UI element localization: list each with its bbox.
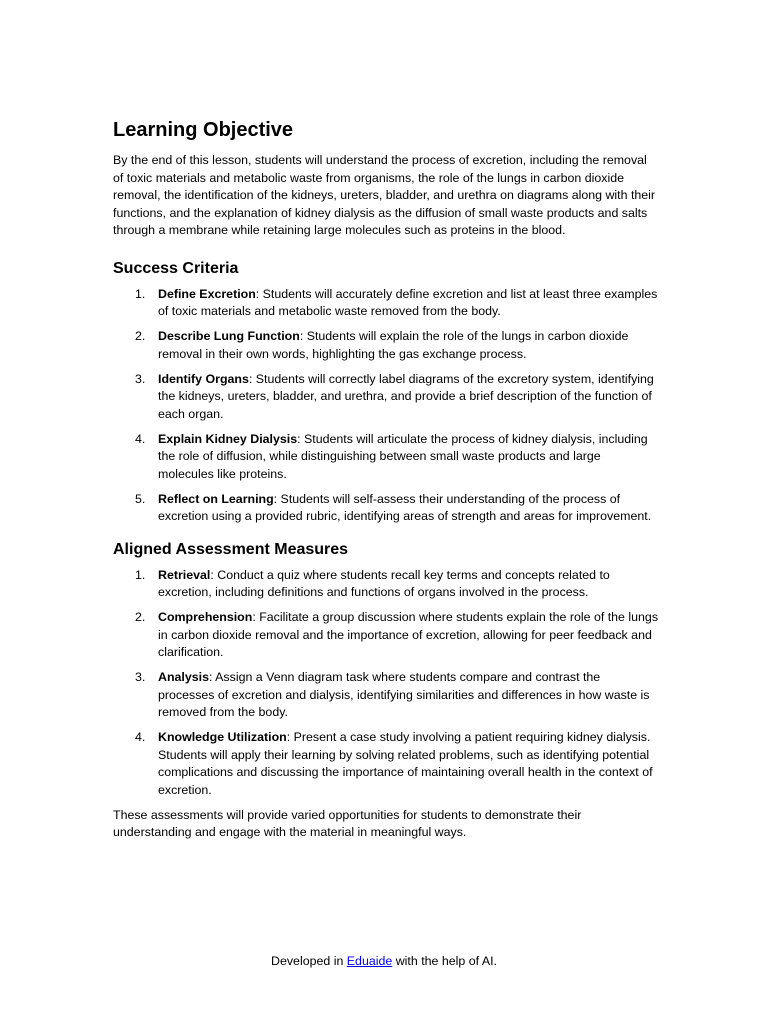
item-term: Knowledge Utilization [158, 730, 287, 744]
eduaide-link[interactable]: Eduaide [346, 954, 393, 968]
list-number: 5. [135, 491, 146, 506]
list-number: 3. [135, 371, 146, 386]
item-text: : Students will explain the role of the lungs in carbon dioxide removal in their own words, highlighting the gas exchange process. [158, 329, 629, 361]
footer-prefix: Developed in [271, 954, 347, 968]
item-term: Identify Organs [158, 371, 249, 386]
item-term: Retrieval [158, 567, 211, 582]
intro-paragraph: By the end of this lesson, students will understand the process of excretion, including the removal of toxic materials and metabolic waste from organisms, the role of the lungs in carbon dioxide removal, the identification of the kidneys, ureters, bladder, and urethra on diagrams along with their functions, and the explanation of kidney dialysis as the diffusion of small waste products and salts through a membrane while retaining large molecules such as proteins in the blood. [113, 153, 656, 237]
success-criteria-list [113, 286, 658, 526]
item-term: Comprehension [158, 610, 253, 624]
success-criteria-heading: Success Criteria [113, 259, 239, 277]
list-item [113, 431, 658, 484]
item-term: Define Excretion [158, 286, 256, 301]
list-number: 4. [135, 730, 146, 744]
item-term: Reflect on Learning [158, 491, 274, 506]
list-number: 2. [135, 329, 146, 343]
list-item [113, 286, 658, 321]
item-text: : Present a case study involving a patient requiring kidney dialysis. Students will apply their learning by solving related problems, such as identifying potential complications and discussing the importance of maintaining overall health in the context of excretion. [158, 730, 653, 797]
list-number: 4. [135, 431, 146, 446]
list-item [113, 567, 658, 602]
item-text: : Students will articulate the process of kidney dialysis, including the role of diffusion, while distinguishing between small waste products and large molecules like proteins. [158, 431, 648, 481]
list-item [113, 328, 658, 363]
item-text: : Conduct a quiz where students recall key terms and concepts related to excretion, including definitions and functions of organs involved in the process. [158, 567, 610, 599]
list-item [113, 371, 658, 424]
list-number: 1. [135, 567, 146, 582]
item-text: : Students will accurately define excretion and list at least three examples of toxic materials and metabolic waste removed from the body. [158, 286, 658, 318]
item-term: Explain Kidney Dialysis [158, 431, 298, 446]
list-number: 1. [135, 286, 146, 301]
item-text: : Facilitate a group discussion where students explain the role of the lungs in carbon dioxide removal and the importance of excretion, allowing for peer feedback and clarification. [158, 610, 659, 659]
page-title: Learning Objective [113, 119, 294, 141]
document-body [113, 116, 658, 842]
list-number: 3. [135, 670, 146, 684]
assessment-heading: Aligned Assessment Measures [113, 540, 349, 558]
assessment-list [113, 567, 658, 800]
footer-suffix: with the help of AI. [392, 954, 497, 968]
item-text: : Students will correctly label diagrams of the excretory system, identifying the kidneys, ureters, bladder, and urethra, and provide a brief description of the function of each organ. [158, 371, 654, 421]
closing-paragraph: These assessments will provide varied opportunities for students to demonstrate their understanding and engage with the material in meaningful ways. [113, 807, 582, 839]
list-item [113, 491, 658, 526]
list-item [113, 669, 658, 722]
item-text: : Students will self-assess their understanding of the process of excretion using a provided rubric, identifying areas of strength and areas for improvement. [158, 491, 652, 523]
list-item [113, 609, 658, 662]
item-text: : Assign a Venn diagram task where students compare and contrast the processes of excretion and dialysis, identifying similarities and differences in how waste is removed from the body. [158, 670, 650, 719]
item-term: Describe Lung Function [158, 329, 300, 343]
list-item [113, 729, 658, 799]
footer [0, 953, 768, 970]
list-number: 2. [135, 610, 146, 624]
item-term: Analysis [158, 670, 209, 684]
